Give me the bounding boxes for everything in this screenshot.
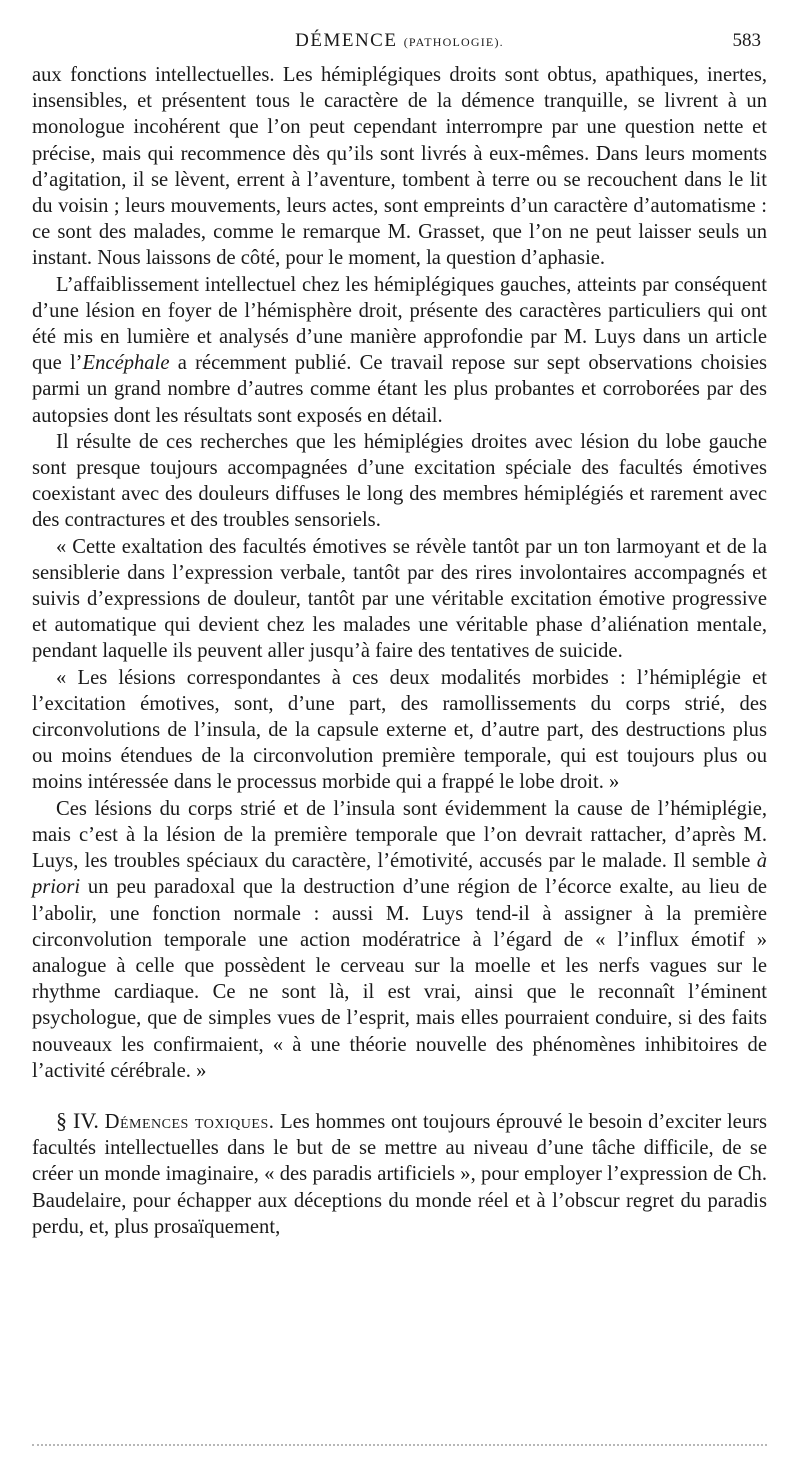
running-title-main: DÉMENCE bbox=[295, 30, 398, 51]
quote-paragraph: « Les lésions correspondantes à ces deux modalités morbides : l’hémiplégie et l’excitation émotives, sont, d’une part, des ramollissements du corps strié, des circonvolutions de l’insula, de la capsule externe et, d’autre part, des destructions plus ou moins étendues de la circonvolution première temporale, qui est toujours plus ou moins intéressée dans le processus morbide qui a frappé le lobe droit. » bbox=[32, 666, 767, 794]
section-heading: Démences toxiques. bbox=[104, 1110, 275, 1133]
latin-phrase: à priori bbox=[32, 850, 767, 899]
book-page bbox=[32, 28, 767, 1448]
paragraph: Il résulte de ces recherches que les hémiplégies droites avec lésion du lobe gauche sont presque toujours accompagnées d’une excitation spéciale des facultés émotives coexistant avec des douleurs diffuses le long des membres hémiplégiés et rarement avec des contractures et des troubles sensoriels. bbox=[32, 430, 767, 532]
page-number: 583 bbox=[732, 30, 761, 51]
section-paragraph bbox=[32, 1108, 767, 1240]
paragraph: Ces lésions du corps strié et de l’insula sont évidemment la cause de l’hémiplégie, mais c’est à la lésion de la première temporale que l’on devrait rattacher, d’après M. Luys, les troubles spéciaux du caractère, l’émotivité, accusés par le malade. Il semble à priori un peu paradoxal que la destruction d’une région de l’écorce exalte, au lieu de l’abolir, une fonction normale : aussi M. Luys tend-il à assigner à la première circonvolution temporale une action modératrice à l’égard de « l’influx émotif » analogue à celle que possèdent le cerveau sur la moelle et les nerfs vagues sur le rhythme cardiaque. Ce ne sont là, il est vrai, ainsi que le reconnaît l’éminent psychologue, que de simples vues de l’esprit, mais elles pourraient conduire, si des faits nouveaux les confirmaient, « à une théorie nouvelle des phénomènes inhibitoires de l’activité cérébrale. » bbox=[32, 797, 767, 1082]
footer-dotted-rule bbox=[32, 1444, 767, 1448]
paragraph: L’affaiblissement intellectuel chez les hémiplégiques gauches, atteints par conséquent d’une lésion en foyer de l’hémisphère droit, présente des caractères particuliers qui ont été mis en lumière et analysés d’une manière approfondie par M. Luys dans un article que l’Encéphale a récemment publié. Ce travail repose sur sept observations choisies parmi un grand nombre d’autres comme étant les plus probantes et corroborées par des autopsies dont les résultats sont exposés en détail. bbox=[32, 273, 767, 427]
section-mark: § IV. bbox=[56, 1107, 99, 1133]
running-head bbox=[32, 28, 767, 62]
body-text bbox=[32, 62, 767, 1240]
section-text: Les hommes ont toujours éprouvé le besoin d’exciter leurs facultés intellectuelles dans le but de se mettre au niveau d’une tâche difficile, de se créer un monde imaginaire, « des paradis artificiels », pour employer l’expression de Ch. Baudelaire, pour échapper aux déceptions du monde réel et à l’obscur regret du paradis perdu, et, plus prosaïquement, bbox=[32, 1110, 767, 1238]
paragraph: aux fonctions intellectuelles. Les hémiplégiques droits sont obtus, apathiques, inertes, insensibles, et présentent tous le caractère de la démence tranquille, se livrent à un monologue incohérent que l’on peut cependant interrompre par une question nette et précise, mais qui recommence dès qu’ils sont livrés à eux-mêmes. Dans leurs moments d’agitation, il se lèvent, errent à l’aventure, tombent à terre ou se recouchent dans le lit du voisin ; leurs mouvements, leurs actes, sont empreints d’un caractère d’automatisme : ce sont des malades, comme le remarque M. Grasset, que l’on ne peut laisser seuls un instant. Nous laissons de côté, pour le moment, la question d’aphasie. bbox=[32, 64, 767, 270]
journal-title: Encéphale bbox=[82, 352, 170, 375]
running-title-subtitle: (PATHOLOGIE). bbox=[403, 35, 504, 49]
quote-paragraph: « Cette exaltation des facultés émotives se révèle tantôt par un ton larmoyant et de la sensiblerie dans l’expression verbale, tantôt par des rires involontaires accompagnés et suivis d’expressions de douleur, tantôt par une véritable excitation émotive progressive et automatique qui devient chez les malades une véritable phase d’aliénation mentale, pendant laquelle ils peuvent aller jusqu’à faire des tentatives de suicide. bbox=[32, 535, 767, 663]
running-title bbox=[32, 30, 767, 52]
